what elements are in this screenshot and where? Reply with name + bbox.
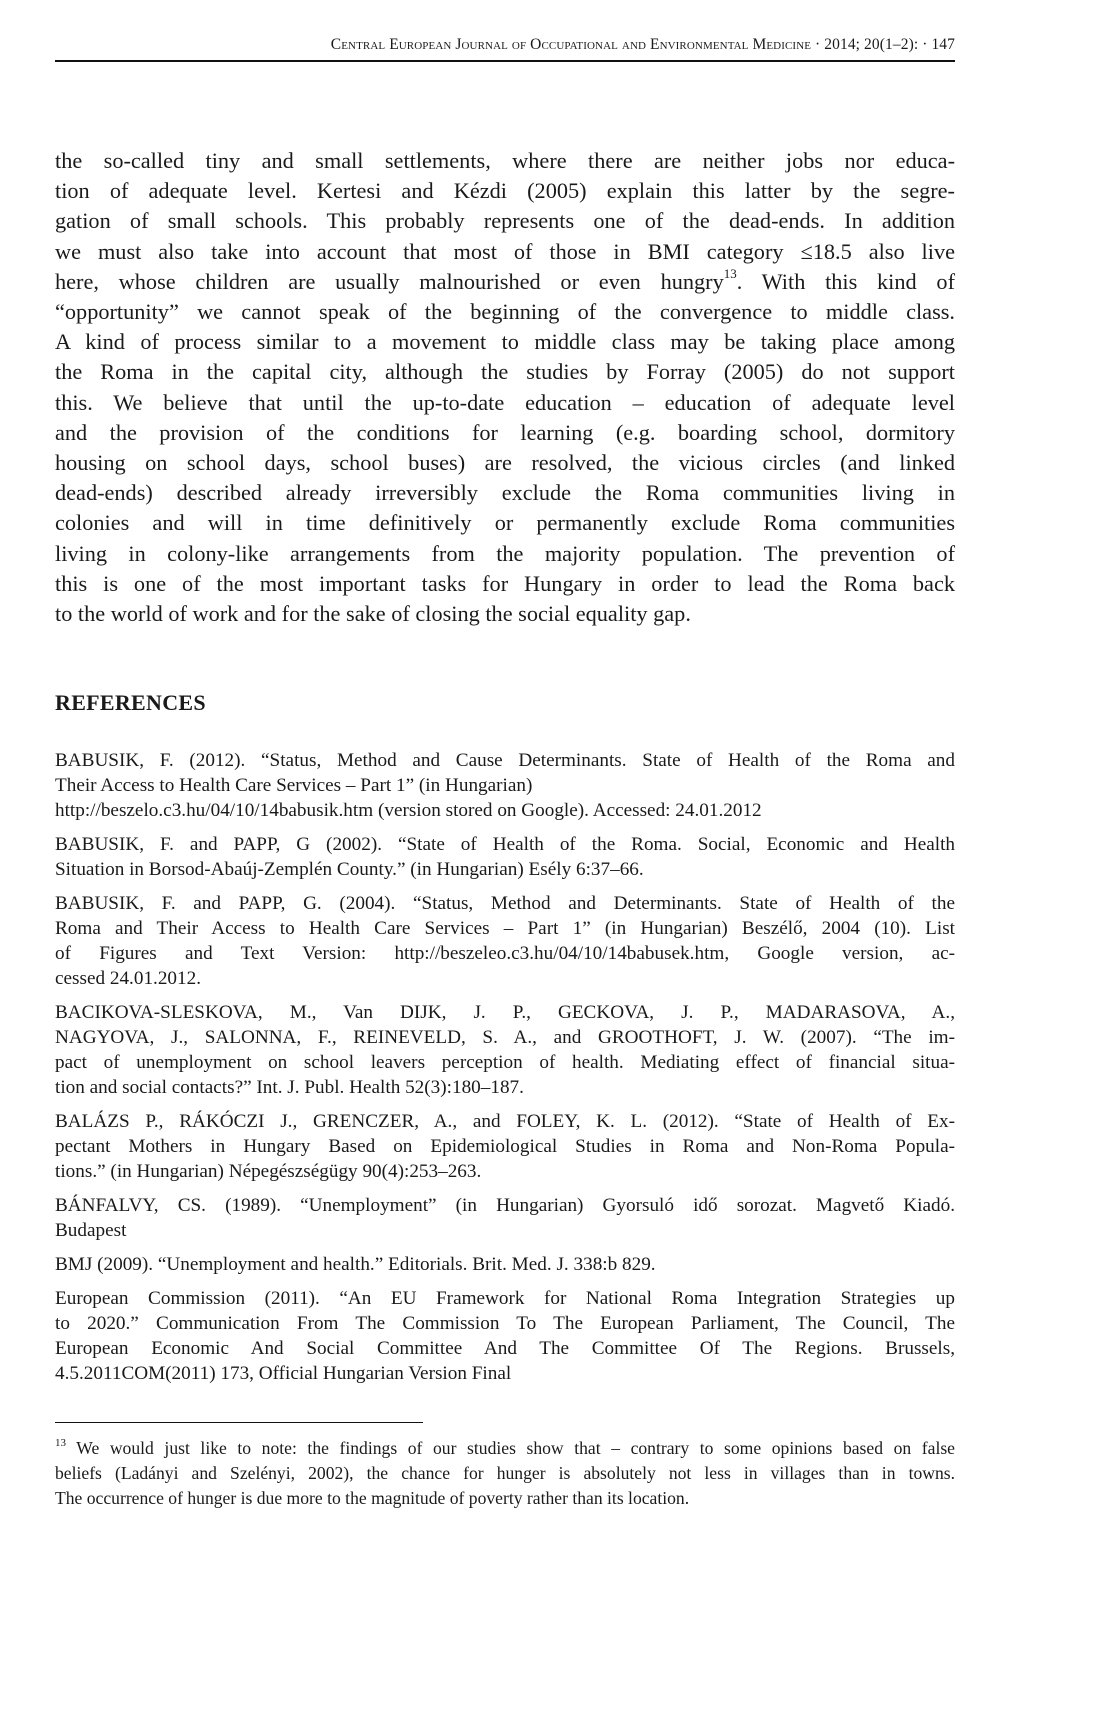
footnote-line (55, 1436, 955, 1461)
reference-line: tion and social contacts?” Int. J. Publ. Health 52(3):180–187. (55, 1077, 524, 1098)
body-line: the so-called tiny and small settlements, where there are neither jobs nor educa- (55, 148, 955, 173)
reference-line: pact of unemployment on school leavers perception of health. Mediating effect of financial situa- (55, 1052, 955, 1073)
reference-line: European Economic And Social Committee And The Committee Of The Regions. Brussels, (55, 1338, 955, 1359)
reference-line: NAGYOVA, J., SALONNA, F., REINEVELD, S. A., and GROOTHOFT, J. W. (2007). “The im- (55, 1027, 955, 1048)
reference-line: BACIKOVA-SLESKOVA, M., Van DIJK, J. P., GECKOVA, J. P., MADARASOVA, A., (55, 1002, 955, 1023)
references-heading: REFERENCES (55, 690, 206, 715)
footnote-text: We would just like to note: the findings of our studies show that – contrary to some opinions based on false (66, 1438, 955, 1458)
reference-line: cessed 24.01.2012. (55, 968, 202, 989)
reference-item (55, 748, 955, 823)
reference-line: of Figures and Text Version: http://beszeleo.c3.hu/04/10/14babusek.htm, Google version, ac- (55, 943, 955, 964)
reference-item (55, 1000, 955, 1100)
body-line: A kind of process similar to a movement to middle class may be taking place among (55, 329, 955, 355)
reference-line: Budapest (55, 1220, 127, 1241)
body-line-tail: . With this kind of (736, 268, 955, 294)
body-line-text: here, whose children are usually malnourished or even hungry (55, 268, 724, 294)
reference-line: BÁNFALVY, CS. (1989). “Unemployment” (in Hungarian) Gyorsuló idő sorozat. Magvető Kiadó. (55, 1195, 955, 1216)
reference-item (55, 1286, 955, 1386)
reference-line: BABUSIK, F. and PAPP, G. (2004). “Status, Method and Determinants. State of Health of the (55, 893, 955, 914)
header-rule (55, 60, 955, 62)
reference-line: tions.” (in Hungarian) Népegészségügy 90(4):253–263. (55, 1161, 482, 1182)
body-line: this. We believe that until the up-to-date education – education of adequate level (55, 389, 955, 415)
footnote-line: The occurrence of hunger is due more to the magnitude of poverty rather than its location. (55, 1488, 690, 1508)
reference-line: BABUSIK, F. and PAPP, G (2002). “State of Health of the Roma. Social, Economic and Health (55, 834, 955, 855)
reference-line: pectant Mothers in Hungary Based on Epidemiological Studies in Roma and Non-Roma Popula- (55, 1136, 955, 1157)
footnote-13 (55, 1436, 955, 1511)
body-line: we must also take into account that most of those in BMI category ≤18.5 also live (55, 238, 955, 264)
body-line: “opportunity” we cannot speak of the beginning of the convergence to middle class. (55, 299, 955, 325)
running-header (55, 36, 955, 54)
reference-line: to 2020.” Communication From The Commission To The European Parliament, The Council, The (55, 1313, 955, 1334)
body-line: housing on school days, school buses) are resolved, the vicious circles (and linked (55, 450, 955, 476)
reference-line: European Commission (2011). “An EU Framework for National Roma Integration Strategies up (55, 1288, 955, 1309)
reference-line: BABUSIK, F. (2012). “Status, Method and Cause Determinants. State of Health of the Roma and (55, 750, 955, 771)
body-line: the Roma in the capital city, although the studies by Forray (2005) do not support (55, 359, 955, 385)
reference-line: BALÁZS P., RÁKÓCZI J., GRENCZER, A., and FOLEY, K. L. (2012). “State of Health of Ex- (55, 1111, 955, 1132)
reference-item (55, 832, 955, 882)
body-line: and the provision of the conditions for learning (e.g. boarding school, dormitory (55, 419, 955, 445)
footnote-line: beliefs (Ladányi and Szelényi, 2002), the chance for hunger is absolutely not less in villages than in towns. (55, 1463, 955, 1483)
footnote-number: 13 (55, 1437, 66, 1449)
footnote-rule (55, 1422, 423, 1423)
reference-line: Situation in Borsod-Abaúj-Zemplén County.” (in Hungarian) Esély 6:37–66. (55, 859, 644, 880)
body-line: dead-ends) described already irreversibly exclude the Roma communities living in (55, 480, 955, 506)
journal-title: Central European Journal of Occupational and Environmental Medicine (330, 36, 812, 53)
references-list (55, 748, 955, 1395)
reference-item (55, 1109, 955, 1184)
reference-line: http://beszelo.c3.hu/04/10/14babusik.htm (version stored on Google). Accessed: 24.01.2012 (55, 800, 762, 821)
reference-line: BMJ (2009). “Unemployment and health.” Editorials. Brit. Med. J. 338:b 829. (55, 1254, 656, 1275)
body-line: to the world of work and for the sake of closing the social equality gap. (55, 601, 691, 627)
body-line: living in colony-like arrangements from the majority population. The prevention of (55, 540, 955, 566)
reference-item (55, 1193, 955, 1243)
body-line: colonies and will in time definitively or permanently exclude Roma communities (55, 510, 955, 536)
reference-line: Their Access to Health Care Services – Part 1” (in Hungarian) (55, 775, 533, 796)
reference-item (55, 891, 955, 991)
body-line: gation of small schools. This probably represents one of the dead-ends. In addition (55, 208, 955, 234)
reference-item (55, 1252, 955, 1277)
journal-citation: · 2014; 20(1–2): · 147 (811, 36, 955, 53)
reference-line: Roma and Their Access to Health Care Services – Part 1” (in Hungarian) Beszélő, 2004 (10). List (55, 918, 955, 939)
body-line: this is one of the most important tasks for Hungary in order to lead the Roma back (55, 570, 955, 596)
body-paragraph (55, 146, 955, 629)
body-line (55, 267, 955, 297)
reference-line: 4.5.2011COM(2011) 173, Official Hungarian Version Final (55, 1363, 512, 1384)
body-line: tion of adequate level. Kertesi and Kézdi (2005) explain this latter by the segre- (55, 178, 955, 204)
footnote-ref-13[interactable]: 13 (723, 265, 737, 281)
